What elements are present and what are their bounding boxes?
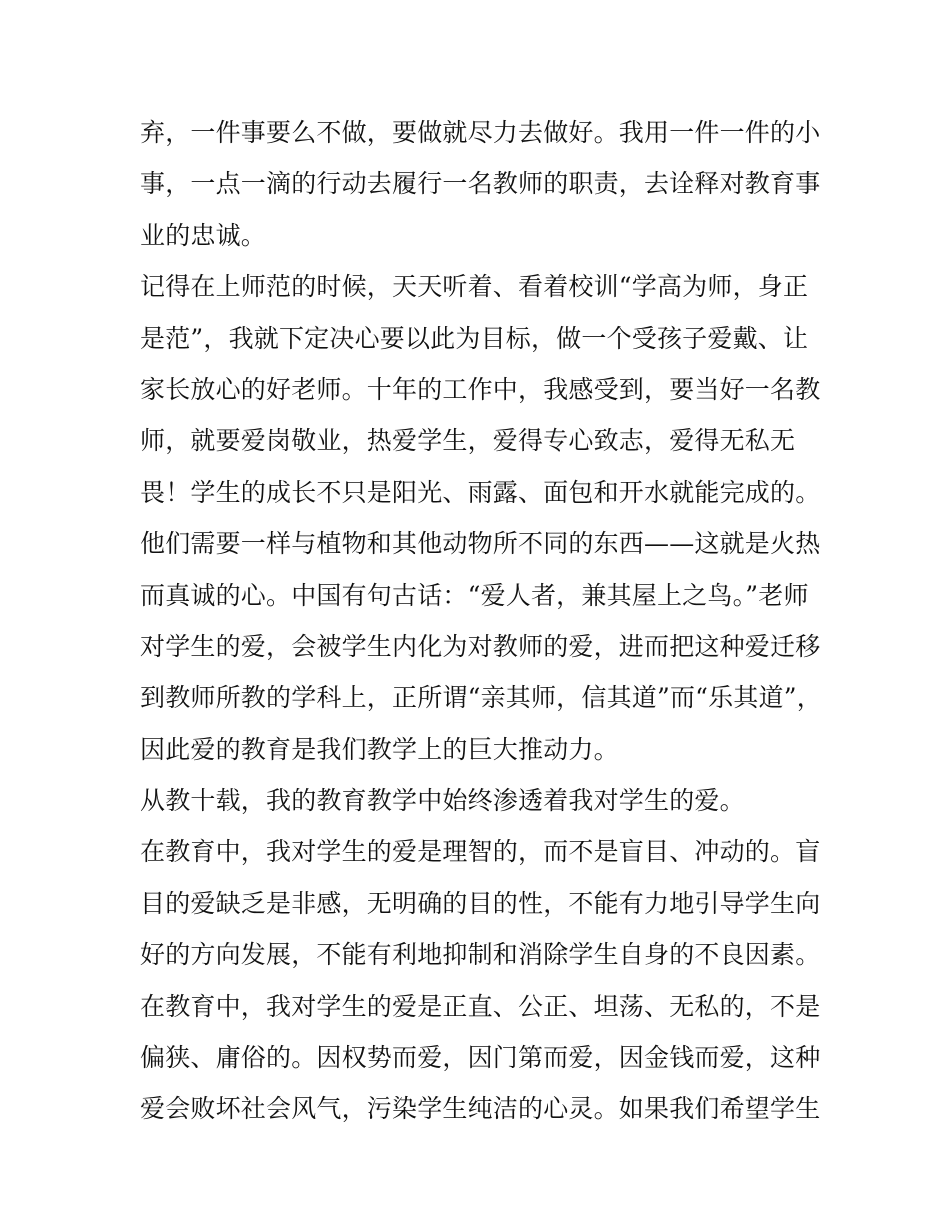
text-line: 记得在上师范的时候，天天听着、看着校训“学高为师，身正 [140, 272, 809, 302]
text-line: 他们需要一样与植物和其他动物所不同的东西——这就是火热 [140, 529, 821, 559]
text-line: 因此爱的教育是我们教学上的巨大推动力。 [140, 734, 619, 764]
text-line: 而真诚的心。中国有句古话：“爱人者，兼其屋上之鸟。”老师 [140, 580, 809, 610]
text-line: 目的爱缺乏是非感，无明确的目的性，不能有力地引导学生向 [140, 888, 821, 918]
text-line: 从教十载，我的教育教学中始终渗透着我对学生的爱。 [140, 786, 745, 816]
text-line: 弃，一件事要么不做，要做就尽力去做好。我用一件一件的小 [140, 118, 821, 147]
text-line: 好的方向发展，不能有利地抑制和消除学生自身的不良因素。 [140, 940, 821, 970]
text-line: 畏！学生的成长不只是阳光、雨露、面包和开水就能完成的。 [140, 477, 821, 507]
body-text [140, 107, 820, 1135]
text-line: 爱会败坏社会风气，污染学生纯洁的心灵。如果我们希望学生 [140, 1094, 821, 1124]
text-line: 在教育中，我对学生的爱是理智的，而不是盲目、冲动的。盲 [140, 837, 821, 867]
text-line: 家长放心的好老师。十年的工作中，我感受到，要当好一名教 [140, 374, 821, 404]
text-line: 对学生的爱，会被学生内化为对教师的爱，进而把这种爱迁移 [140, 631, 821, 661]
text-line: 偏狭、庸俗的。因权势而爱，因门第而爱，因金钱而爱，这种 [140, 1043, 821, 1073]
text-line: 事，一点一滴的行动去履行一名教师的职责，去诠释对教育事 [140, 169, 821, 199]
text-line: 到教师所教的学科上，正所谓“亲其师，信其道”而“乐其道”， [140, 683, 822, 713]
text-line: 师，就要爱岗敬业，热爱学生，爱得专心致志，爱得无私无 [140, 426, 796, 456]
text-line: 是范”，我就下定决心要以此为目标，做一个受孩子爱戴、让 [140, 323, 809, 353]
text-line: 业的忠诚。 [140, 220, 267, 250]
text-line: 在教育中，我对学生的爱是正直、公正、坦荡、无私的，不是 [140, 991, 821, 1021]
